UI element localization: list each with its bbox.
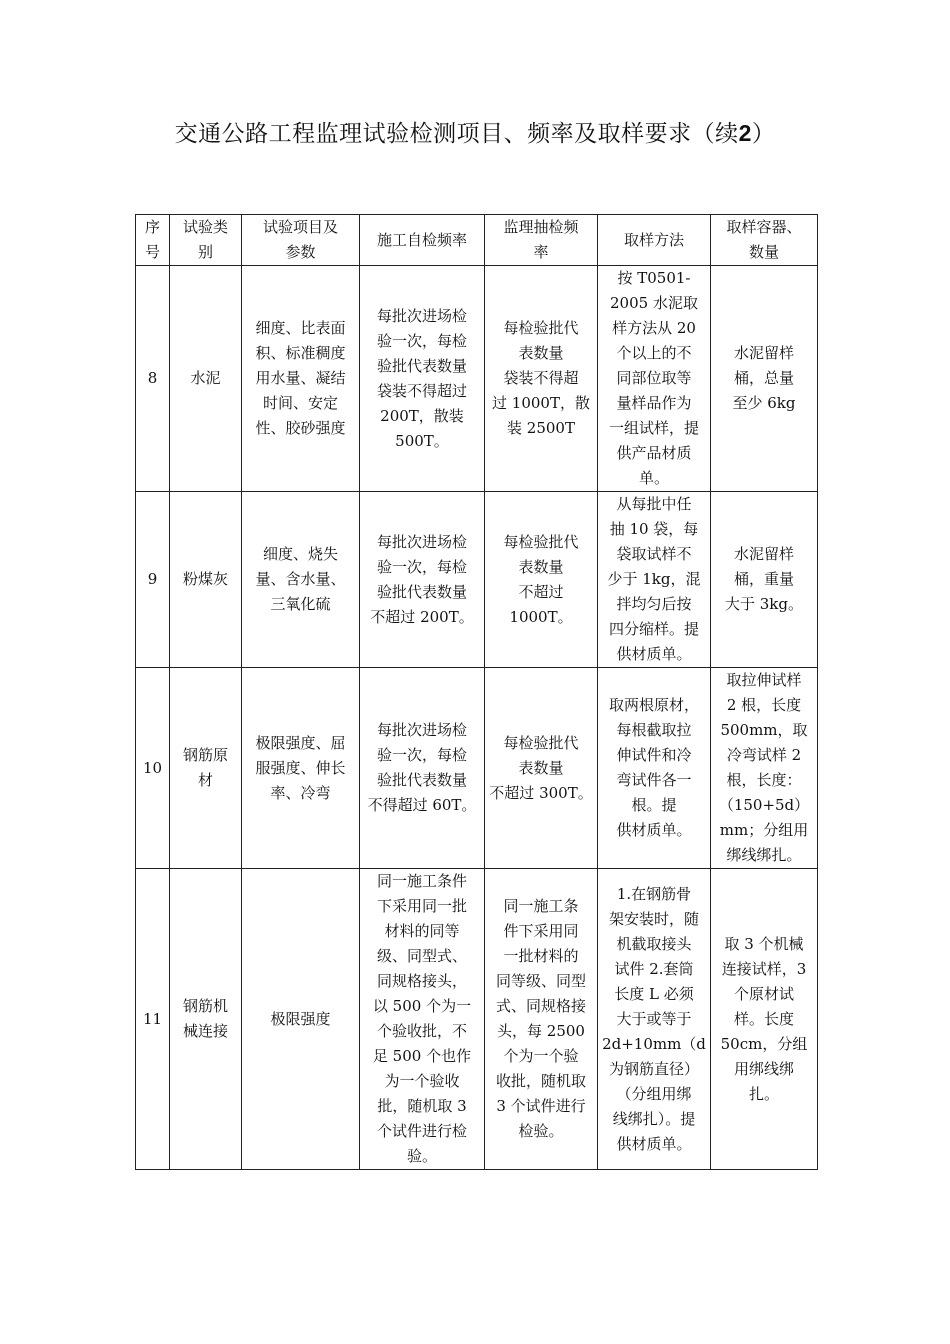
header-row (136, 215, 818, 266)
cell-supervision: 每检验批代 表数量 不超过 300T。 (485, 668, 598, 869)
cell-method: 1.在钢筋骨 架安装时，随 机截取接头 试件 2.套筒 长度 L 必须 大于或等于 2d+10mm（d 为钢筋直径） （分组用绑 线绑扎）。提 供材质单。 (598, 869, 711, 1170)
cell-category: 钢筋原 材 (170, 668, 242, 869)
cell-no: 9 (136, 492, 170, 668)
header-no: 序 号 (136, 215, 170, 266)
title-prefix: 交通公路工程监理试验检测项目、频率及取样要求（续 (174, 121, 739, 147)
cell-supervision: 每检验批代 表数量 不超过 1000T。 (485, 492, 598, 668)
header-self-check: 施工自检频率 (360, 215, 485, 266)
cell-category: 钢筋机 械连接 (170, 869, 242, 1170)
header-params: 试验项目及 参数 (242, 215, 360, 266)
table-row (136, 668, 818, 869)
cell-params: 细度、烧失 量、含水量、 三氧化硫 (242, 492, 360, 668)
cell-self-check: 每批次进场检 验一次，每检 验批代表数量 袋装不得超过 200T，散装 500T。 (360, 266, 485, 492)
header-supervision: 监理抽检频 率 (485, 215, 598, 266)
table-row (136, 266, 818, 492)
cell-no: 8 (136, 266, 170, 492)
cell-params: 极限强度 (242, 869, 360, 1170)
cell-container: 水泥留样 桶，总量 至少 6kg (711, 266, 818, 492)
cell-self-check: 每批次进场检 验一次，每检 验批代表数量 不超过 200T。 (360, 492, 485, 668)
cell-supervision: 每检验批代 表数量 袋装不得超 过 1000T，散 装 2500T (485, 266, 598, 492)
cell-container: 取 3 个机械 连接试样，3 个原材试 样。长度 50cm，分组 用绑线绑 扎。 (711, 869, 818, 1170)
cell-method: 按 T0501- 2005 水泥取 样方法从 20 个以上的不 同部位取等 量样品作为 一组试样，提 供产品材质 单。 (598, 266, 711, 492)
testing-requirements-table (135, 214, 818, 1170)
title-number: 2 (738, 120, 752, 146)
cell-self-check: 每批次进场检 验一次，每检 验批代表数量 不得超过 60T。 (360, 668, 485, 869)
cell-method: 从每批中任 抽 10 袋，每 袋取试样不 少于 1kg，混 拌均匀后按 四分缩样。提 供材质单。 (598, 492, 711, 668)
cell-container: 水泥留样 桶，重量 大于 3kg。 (711, 492, 818, 668)
table-row (136, 869, 818, 1170)
cell-supervision: 同一施工条 件下采用同 一批材料的 同等级、同型 式、同规格接 头，每 2500 个为一个验 收批，随机取 3 个试件进行 检验。 (485, 869, 598, 1170)
cell-params: 极限强度、屈 服强度、伸长 率、冷弯 (242, 668, 360, 869)
cell-container: 取拉伸试样 2 根，长度 500mm，取 冷弯试样 2 根，长度： （150+5d） mm；分组用 绑线绑扎。 (711, 668, 818, 869)
cell-method: 取两根原材， 每根截取拉 伸试件和冷 弯试件各一 根。提 供材质单。 (598, 668, 711, 869)
cell-category: 水泥 (170, 266, 242, 492)
header-container: 取样容器、 数量 (711, 215, 818, 266)
header-category: 试验类 别 (170, 215, 242, 266)
cell-category: 粉煤灰 (170, 492, 242, 668)
cell-self-check: 同一施工条件 下采用同一批 材料的同等 级、同型式、 同规格接头， 以 500 个为一 个验收批，不 足 500 个也作 为一个验收 批，随机取 3 个试件进行检 验。 (360, 869, 485, 1170)
header-method: 取样方法 (598, 215, 711, 266)
cell-no: 10 (136, 668, 170, 869)
cell-no: 11 (136, 869, 170, 1170)
table-row (136, 492, 818, 668)
cell-params: 细度、比表面 积、标准稠度 用水量、凝结 时间、安定 性、胶砂强度 (242, 266, 360, 492)
title-suffix: ） (751, 121, 776, 147)
page-title (0, 115, 950, 148)
